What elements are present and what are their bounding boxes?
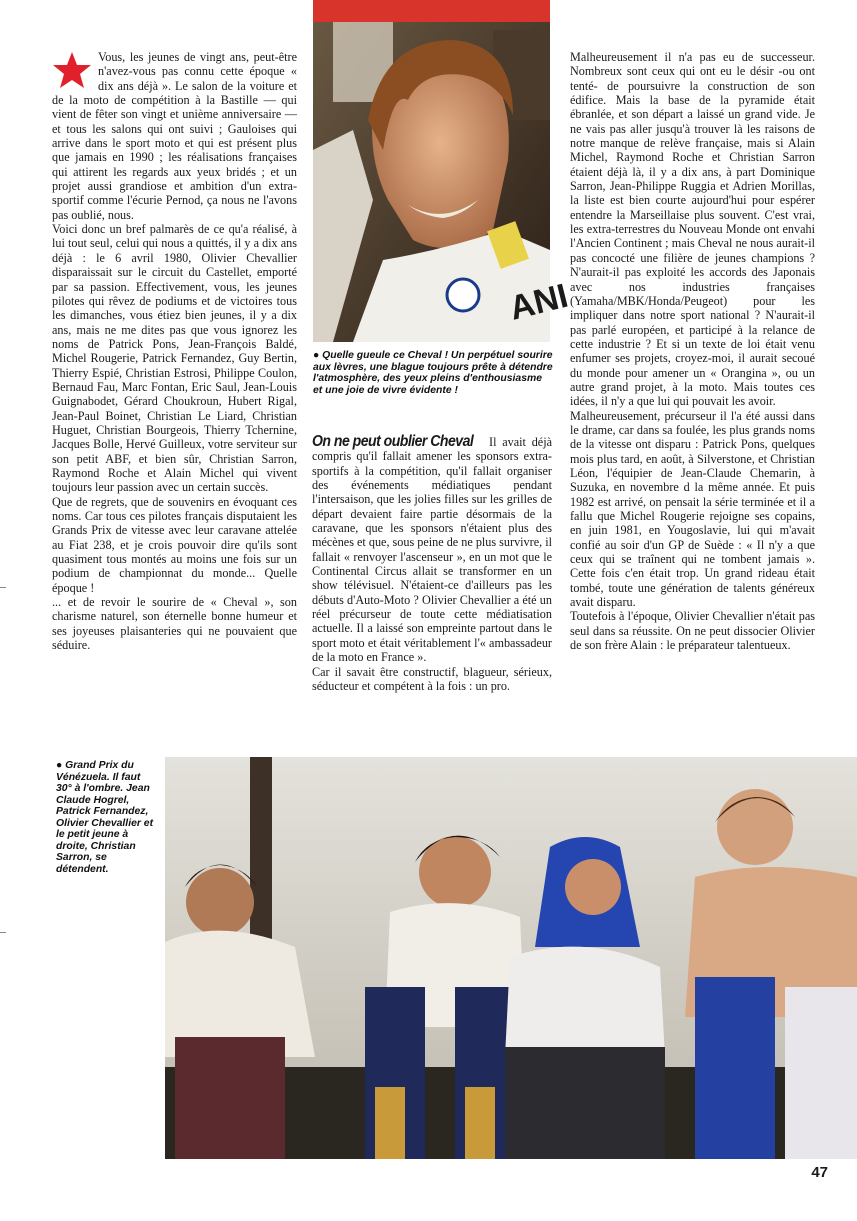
- paragraph: Voici donc un bref palmarès de ce qu'a réalisé, à lui tout seul, celui qui nous a quittés, il y a dix ans déjà : le 6 avril 1980, Olivier Chevallier disparaissait sur le circuit du Castellet, emporté par sa passion. Effectivement, vous, les jeunes pilotes qui rêvez de podiums et de victoires tous les dimanches, vous étiez bien jeunes, il y a dix ans, mais ne me dites pas que vous ignorez les noms de Patrick Pons, Jean-François Baldé, Michel Rougerie, Patrick Fernandez, Guy Bertin, Thierry Espié, Christian Estrosi, Philippe Coulon, Bernaud Fau, Marc Fontan, Eric Saul, Jean-Louis Guignabodet, Gérard Choukroun, Hubert Rigal, Jean-Paul Boinet, Christian Le Liard, Christian Huguet, Christian Bourgeois, Thierry Tchernine, Jacques Bolle, Hervé Guilleux, votre serviteur sur son petit ABF, et bien sûr, Christian Sarron, Raymond Roche et Alain Michel qui vivent toujours leur passion avec un certain succès.: [52, 222, 297, 495]
- svg-text:ANI: ANI: [505, 276, 572, 328]
- paragraph: Malheureusement, précurseur il l'a été aussi dans le drame, car dans sa foulée, les plus grands noms de la vitesse ont disparu : Patrick Pons, quelques mois plus tard, en août, à Silverstone, et Christian Léon, l'équipier de Jean-Claude Chemarin, à Suzuka, en novembre d la même année. Et puis 1982 est arrivé, on pensait la série terminée et il a fallu que Michel Rougerie rejoigne ses copains, en juin 1981, en Yougoslavie, lui qui m'avait confié au soir d'un GP de Suède : « Il n'y a que ceux qui se traînent qui ne tombent jamais ». Cette fois c'en était trop. Un grand rideau était tombé, toute une génération de talents généreux avait disparu.: [570, 408, 815, 610]
- paragraph: ... et de revoir le sourire de « Cheval », son charisme naturel, son éternelle bonne humeur et ses joyeuses plaisanteries qui ne pouvaient que séduire.: [52, 595, 297, 653]
- portrait-photo: [313, 0, 572, 342]
- portrait-caption: ● Quelle gueule ce Cheval ! Un perpétuel sourire aux lèvres, une blague toujours prête à détendre l'atmosphère, des yeux pleins d'enthousiasme et une joie de vivre évidente !: [313, 350, 553, 396]
- margin-tick: [0, 932, 6, 933]
- article-column-1: [52, 50, 297, 652]
- margin-tick: [0, 587, 6, 588]
- article-column-3: [570, 50, 815, 652]
- paragraph: Toutefois à l'époque, Olivier Chevallier n'était pas seul dans sa réussite. On ne peut dissocier Olivier de son frère Alain : le préparateur talentueux.: [570, 609, 815, 653]
- paragraph: Que de regrets, que de souvenirs en évoquant ces noms. Car tous ces pilotes français disputaient les Grands Prix de vitesse avec leur caravane attelée au Fiat 238, et je crois pouvoir dire qu'ils sont quasiment tous montés au moins une fois sur un podium de championnat du monde... Quelle époque !: [52, 494, 297, 595]
- paragraph: Vous, les jeunes de vingt ans, peut-être n'avez-vous pas connu cette époque « dix ans déjà ». Le salon de la voiture et de la moto de compétition à la Bastille — qui vient de fêter son vingt et unième anniversaire — et tous les salons qui ont suivi ; Gauloises qui arrive dans le sport moto et qui est présent plus que jamais en 1990 ; les réalisations françaises qui attirent les regards aux yeux bridés ; et un projet aussi grandiose et ambition d'un extra-sportif comme l'écurie Pernod, ça nous ne l'avons pas oublié, nous.: [52, 50, 297, 222]
- paragraph: [312, 435, 552, 665]
- paragraph-text: Il avait déjà compris qu'il fallait amener les sponsors extra-sportifs à la compétition, qu'il fallait organiser des événements médiatiques pendant l'intersaison, que les jolies filles sur les grilles de départ devaient faire partie désormais de la caravane, que les sponsors n'étaient plus des mécènes et que, sous peine de ne plus survivre, il fallait « renvoyer l'ascenseur », en un mot que le Continental Circus allait se transformer en un show télévisuel. N'étaient-ce d'ailleurs pas les débuts d'Auto-Moto ? Olivier Chevallier a été un réel précurseur de toute cette médiatisation actuelle. Il a laissé son empreinte partout dans le sport moto et était véritablement l'« ambassadeur de la moto en France ».: [312, 435, 552, 665]
- page-number: 47: [811, 1164, 828, 1181]
- paragraph: Car il savait être constructif, blagueur, sérieux, séducteur et compétent à la fois : un pro.: [312, 664, 552, 693]
- red-star-icon: [52, 51, 92, 89]
- article-column-2: [312, 435, 552, 693]
- group-photo-caption: ● Grand Prix du Vénézuela. Il faut 30° à l'ombre. Jean Claude Hogrel, Patrick Fernandez, Olivier Chevallier et le petit jeune à droite, Christian Sarron, se détendent.: [56, 760, 154, 875]
- group-photo: [165, 757, 857, 1159]
- section-heading: On ne peut oublier Cheval: [312, 433, 474, 450]
- paragraph: Malheureusement il n'a pas eu de successeur. Nombreux sont ceux qui ont eu le désir -ou ont tenté- de poursuivre la construction de son édifice. Mais la base de la pyramide était ébranlée, et son départ a laissé un grand vide. Je ne vais pas aller jusqu'à trouver là les raisons de notre manque de relève française, mais si Alain Michel, Raymond Roche et Christian Sarron étaient déjà là, il y a dix ans, à part Dominique Sarron, Jean-Philippe Ruggia et Adrien Morillas, la liste est bien courte aujourd'hui pour espérer entendre la Marseillaise plus souvent. C'est vrai, les extra-terrestres du Nouveau Monde ont envahi l'Ancien Continent ; mais Cheval ne nous aurait-il pas concocté une filière de jeunes champions ? N'aurait-il pas exploité les accords des Japonais avec nos industries françaises (Yamaha/MBK/Honda/Peugeot) pour les impliquer dans notre sport national ? N'aurait-il pas parlé européen, et participé à la relance de cette industrie ? Et si un texte de loi était venu enfumer ses projets, croyez-moi, il aurait secoué du monde pour amener un « Orangina », ou un autre grand projet, à la moto. Mais toutes ces idées, il n'y a que lui qui pouvait les avoir.: [570, 50, 815, 409]
